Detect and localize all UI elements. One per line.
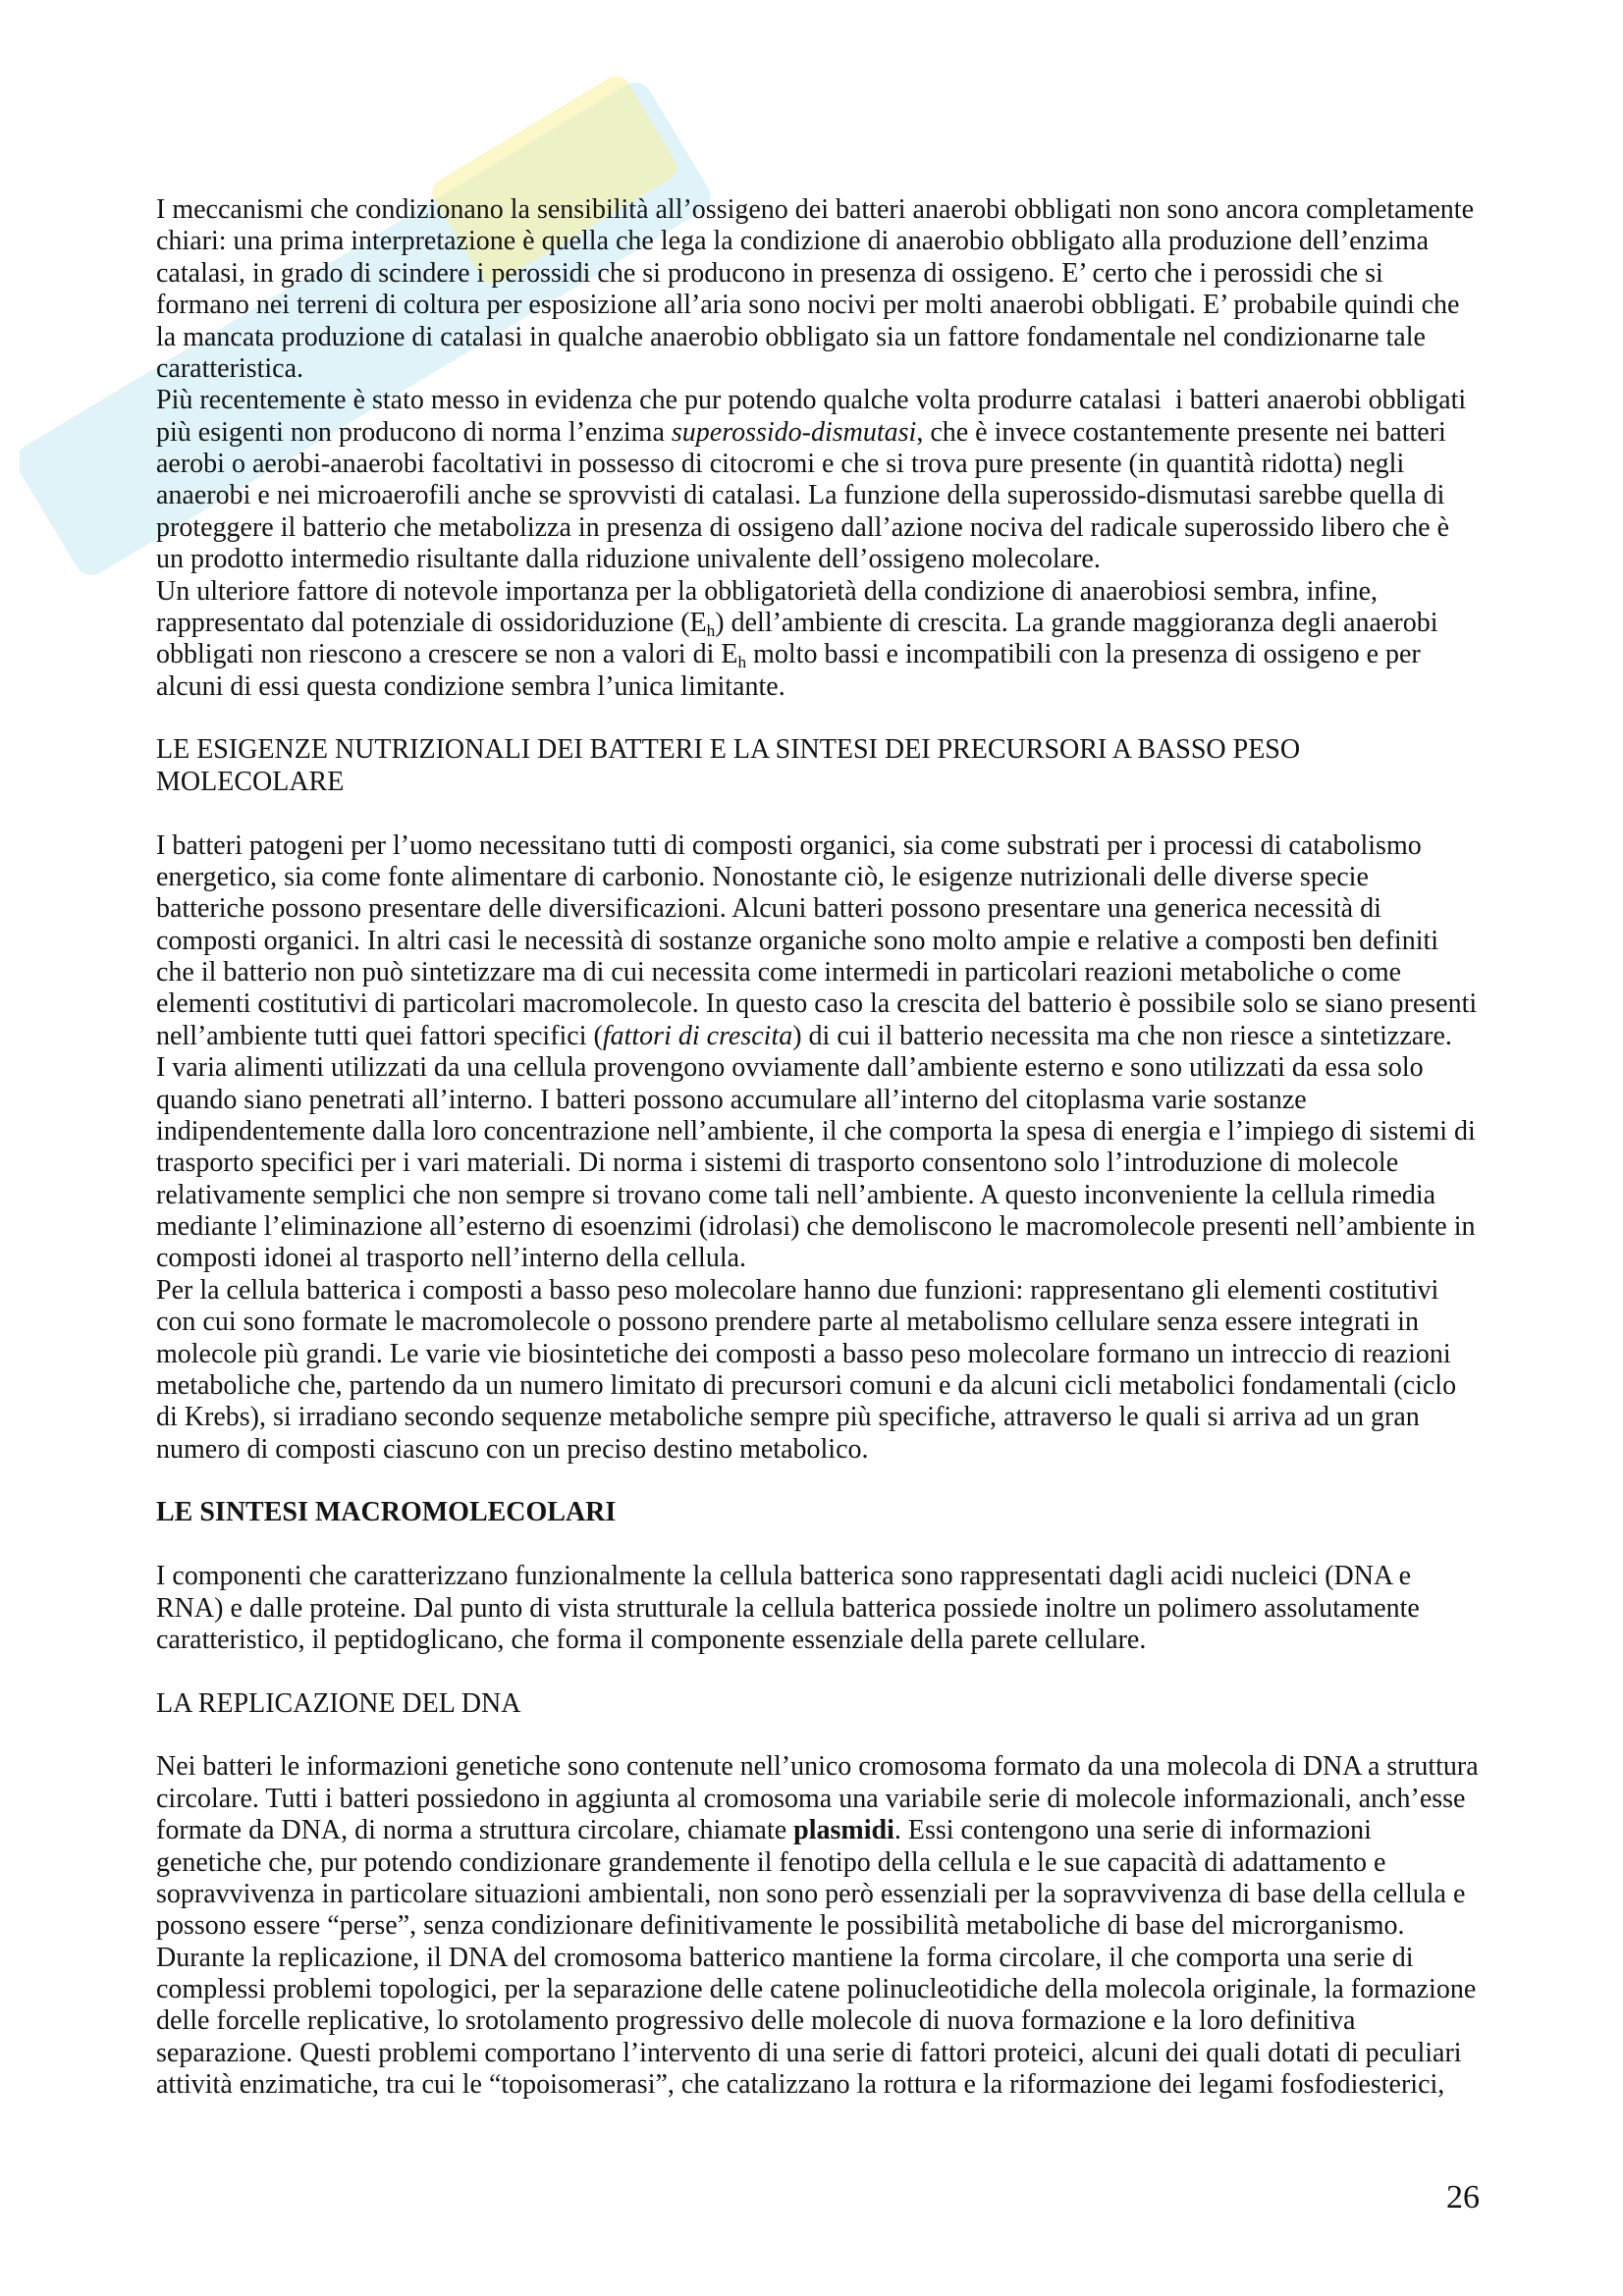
document-body <box>156 194 1531 2102</box>
page-number: 26 <box>1446 2179 1480 2216</box>
paragraph-superoxide-dismutase <box>156 385 1531 575</box>
paragraph-text: Un ulteriore fattore di notevole importanza per la obbligatorietà della condizione di anaerobiosi sembra, infine, rappresentato dal potenziale di ossidoriduzione (E <box>156 575 1378 638</box>
section-heading-macromolecular-synthesis: LE SINTESI MACROMOLECOLARI <box>156 1497 617 1528</box>
paragraph-replication-topology: Durante la replicazione, il DNA del cromosoma batterico mantiene la forma circolare, il che comporta una serie di complessi problemi topologici, per la separazione delle catene polinucleotidiche della molecola originale, la formazione delle forcelle replicative, lo srotolamento progressivo delle molecole di nuova formazione e la loro definitiva separazione. Questi problemi comportano l’intervento di una serie di fattori proteici, alcuni dei quali dotati di peculiari attività enzimatiche, tra cui le “topoisomerasi”, che catalizzano la rottura e la riformazione dei legami fosfodiesterici, <box>156 1942 1477 2101</box>
bold-term: plasmidi <box>793 1815 894 1846</box>
subscript: h <box>706 621 716 641</box>
paragraph-nutritional-requirements <box>156 830 1531 1053</box>
paragraph-text: . Essi contengono una serie di informazioni genetiche che, pur potendo condizionare grandemente il fenotipo della cellula e le sue capacità di adattamento e sopravvivenza in particolare situazioni ambientali, non sono però essenziali per la sopravvivenza di base della cellula e possono essere “perse”, senza condizionare definitivamente le possibilità metaboliche di base del microrganismo. <box>156 1815 1466 1942</box>
paragraph-oxygen-sensitivity: I meccanismi che condizionano la sensibilità all’ossigeno dei batteri anaerobi obbligati non sono ancora completamente chiari: una prima interpretazione è quella che lega la condizione di anaerobio obbligato alla produzione dell’enzima catalasi, in grado di scindere i perossidi che si producono in presenza di ossigeno. E’ certo che i perossidi che si formano nei terreni di coltura per esposizione all’aria sono nocivi per molti anaerobi obbligati. E’ probabile quindi che la mancata produzione di catalasi in qualche anaerobio obbligato sia un fattore fondamentale nel condizionarne tale caratteristica. <box>156 194 1475 384</box>
italic-term: fattori di crescita <box>602 1020 793 1051</box>
paragraph-text: molto bassi e incompatibili con la presenza di ossigeno e per alcuni di essi questa condizione sembra l’unica limitante. <box>156 639 1421 702</box>
italic-term: superossido-dismutasi <box>671 416 917 448</box>
paragraph-text: , che è invece costantemente presente nei batteri aerobi o aerobi-anaerobi facoltativi in possesso di citocromi e che si trova pure presente (in quantità ridotta) negli anaerobi e nei microaerofili anche se sprovvisti di catalasi. La funzione della superossido-dismutasi sarebbe quella di proteggere il batterio che metabolizza in presenza di ossigeno dall’azione nociva del radicale superossido libero che è un prodotto intermedio risultante dalla riduzione univalente dell’ossigeno molecolare. <box>156 416 1450 575</box>
section-heading-nutritional-needs: LE ESIGENZE NUTRIZIONALI DEI BATTERI E LA SINTESI DEI PRECURSORI A BASSO PESO MOLECOLARE <box>156 734 1301 797</box>
paragraph-text: Nei batteri le informazioni genetiche sono contenute nell’unico cromosoma formato da una molecola di DNA a struttura circolare. Tutti i batteri possiedono in aggiunta al cromosoma una variabile serie di molecole informazionali, anch’esse formate da DNA, di norma a struttura circolare, chiamate <box>156 1751 1479 1846</box>
paragraph-plasmids <box>156 1751 1531 1942</box>
paragraph-macromolecular-components: I componenti che caratterizzano funzionalmente la cellula batterica sono rappresentati dagli acidi nucleici (DNA e RNA) e dalle proteine. Dal punto di vista strutturale la cellula batterica possiede inoltre un polimero assolutamente caratteristico, il peptidoglicano, che forma il componente essenziale della parete cellulare. <box>156 1561 1420 1655</box>
paragraph-text: I batteri patogeni per l’uomo necessitano tutti di composti organici, sia come substrati per i processi di catabolismo energetico, sia come fonte alimentare di carbonio. Nonostante ciò, le esigenze nutrizionali delle diverse specie batteriche possono presentare delle diversificazioni. Alcuni batteri possono presentare una generica necessità di composti organici. In altri casi le necessità di sostanze organiche sono molto ampie e relative a composti ben definiti che il batterio non può sintetizzare ma di cui necessita come intermedi in particolari reazioni metaboliche o come elementi costitutivi di particolari macromolecole. In questo caso la crescita del batterio è possibile solo se siano presenti nell’ambiente tutti quei fattori specifici ( <box>156 829 1478 1051</box>
subscript: h <box>737 653 747 672</box>
paragraph-text: ) di cui il batterio necessita ma che non riesce a sintetizzare. <box>792 1020 1452 1051</box>
paragraph-text: ) dell’ambiente di crescita. La grande maggioranza degli anaerobi obbligati non riescono a crescere se non a valori di E <box>156 607 1438 670</box>
section-heading-dna-replication: LA REPLICAZIONE DEL DNA <box>156 1687 521 1719</box>
paragraph-low-molecular-weight-compounds: Per la cellula batterica i composti a basso peso molecolare hanno due funzioni: rappresentano gli elementi costitutivi con cui sono formate le macromolecole o possono prendere parte al metabolismo cellulare senza essere integrati in molecole più grandi. Le varie vie biosintetiche dei composti a basso peso molecolare formano un intreccio di reazioni metaboliche che, partendo da un numero limitato di precursori comuni e da alcuni cicli metabolici fondamentali (ciclo di Krebs), si irradiano secondo sequenze metaboliche sempre più specifiche, attraverso le quali si arriva ad un gran numero di composti ciascuno con un preciso destino metabolico. <box>156 1274 1457 1465</box>
paragraph-text: Più recentemente è stato messo in evidenza che pur potendo qualche volta produrre catalasi i batteri anaerobi obbligati più esigenti non producono di norma l’enzima <box>156 385 1467 448</box>
paragraph-nutrient-transport: I varia alimenti utilizzati da una cellula provengono ovviamente dall’ambiente esterno e sono utilizzati da essa solo quando siano penetrati all’interno. I batteri possono accumulare all’interno del citoplasma varie sostanze indipendentemente dalla loro concentrazione nell’ambiente, il che comporta la spesa di energia e l’impiego di sistemi di trasporto specifici per i vari materiali. Di norma i sistemi di trasporto consentono solo l’introduzione di molecole relativamente semplici che non sempre si trovano come tali nell’ambiente. A questo inconveniente la cellula rimedia mediante l’eliminazione all’esterno di esoenzimi (idrolasi) che demoliscono le macromolecole presenti nell’ambiente in composti idonei al trasporto nell’interno della cellula. <box>156 1052 1476 1274</box>
paragraph-redox-potential <box>156 576 1531 704</box>
